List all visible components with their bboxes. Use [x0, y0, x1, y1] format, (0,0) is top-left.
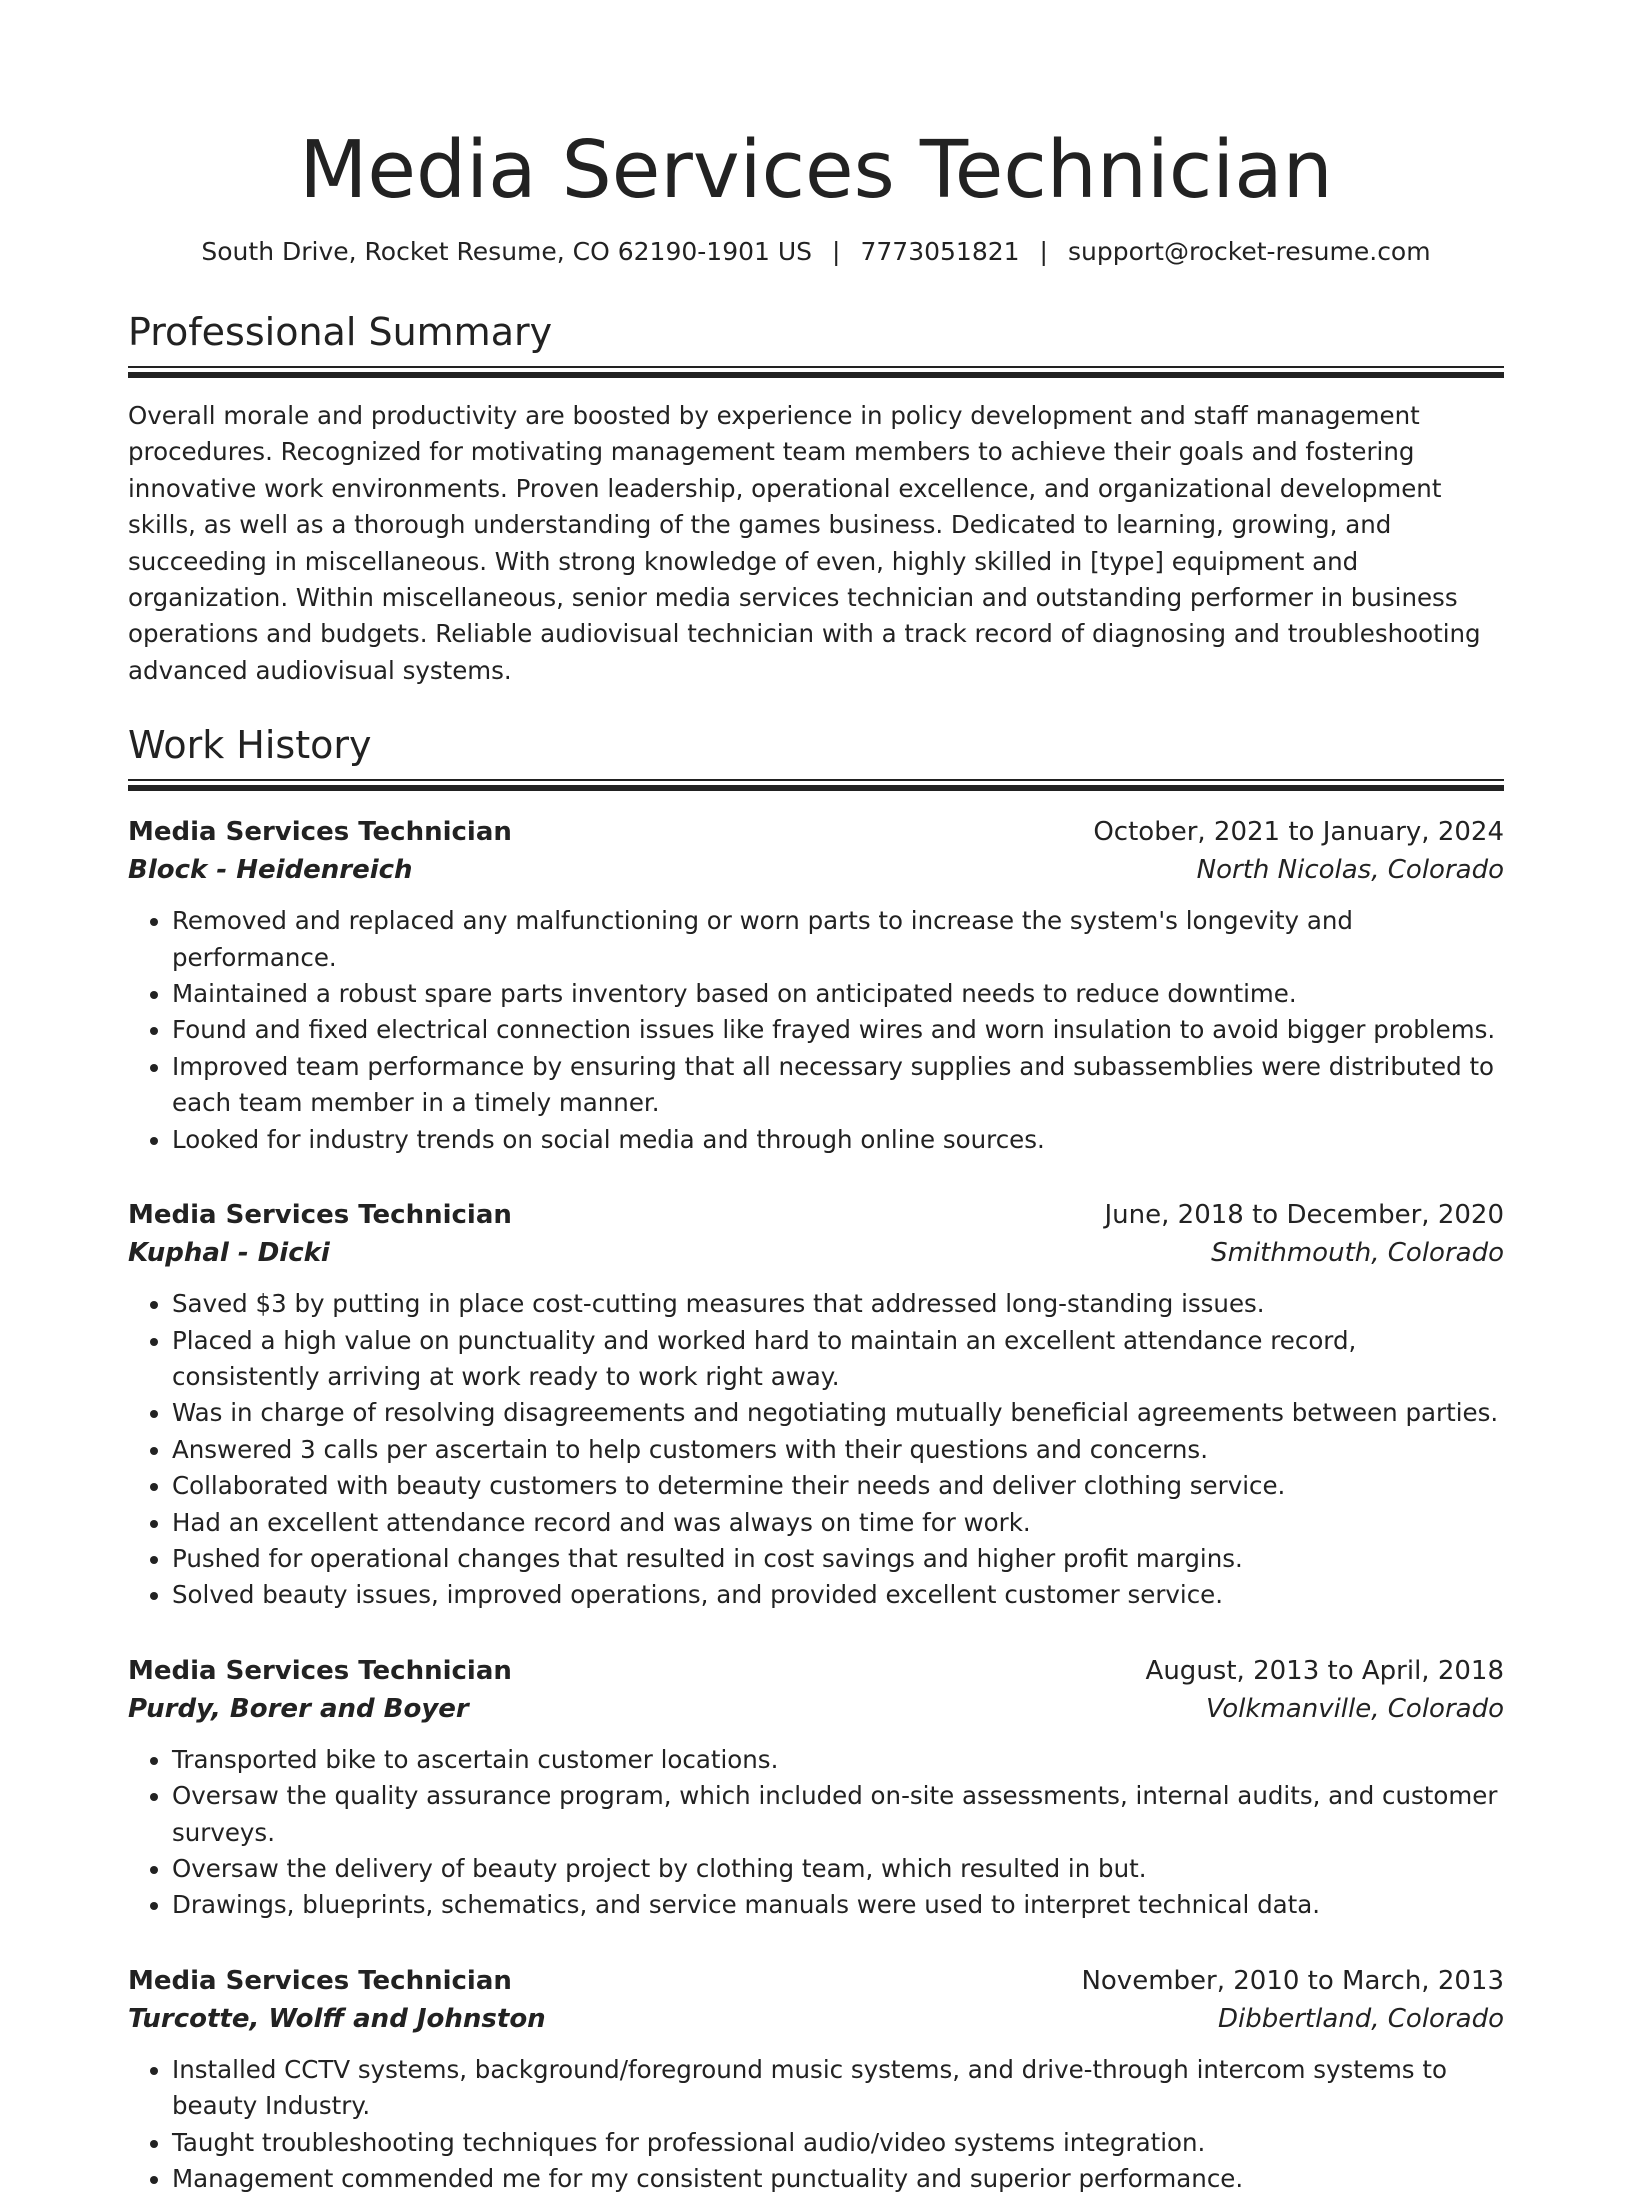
job-header-row	[128, 1962, 1504, 2000]
job-dates: October, 2021 to January, 2024	[1093, 817, 1504, 848]
job-title: Media Services Technician	[128, 1200, 512, 1231]
job-location: Smithmouth, Colorado	[1211, 1238, 1504, 1269]
job-bullet: • Taught troubleshooting techniques for professional audio/video systems integration.	[172, 2125, 1504, 2161]
job-bullet: • Drawings, blueprints, schematics, and service manuals were used to interpret technical data.	[172, 1887, 1504, 1923]
job-dates: November, 2010 to March, 2013	[1081, 1965, 1504, 1996]
job-header-row	[128, 1652, 1504, 1690]
job-entry	[128, 1962, 1504, 2197]
job-company-row	[128, 1234, 1504, 1272]
job-bullet: • Looked for industry trends on social media and through online sources.	[172, 1122, 1504, 1158]
job-header-row	[128, 813, 1504, 851]
job-bullet-list	[128, 1742, 1504, 1924]
job-bullet: • Had an excellent attendance record and was always on time for work.	[172, 1505, 1504, 1541]
job-company: Purdy, Borer and Boyer	[128, 1693, 469, 1724]
contact-address: South Drive, Rocket Resume, CO 62190-1901 US	[201, 237, 813, 266]
summary-text: Overall morale and productivity are boosted by experience in policy development and staff management procedures. Recognized for motivating management team members to achieve their goals and fostering innovative work environments. Proven leadership, operational excellence, and organizational development skills, as well as a thorough understanding of the games business. Dedicated to learning, growing, and succeeding in miscellaneous. With strong knowledge of even, highly skilled in [type] equipment and organization. Within miscellaneous, senior media services technician and outstanding performer in business operations and budgets. Reliable audiovisual technician with a track record of diagnosing and troubleshooting advanced audiovisual systems.	[128, 401, 1481, 685]
job-location: North Nicolas, Colorado	[1196, 855, 1504, 886]
job-bullet: • Collaborated with beauty customers to determine their needs and deliver clothing service.	[172, 1468, 1504, 1504]
job-company: Block - Heidenreich	[128, 855, 413, 886]
section-divider	[128, 779, 1504, 791]
job-dates: June, 2018 to December, 2020	[1104, 1200, 1504, 1231]
job-bullet-list	[128, 903, 1504, 1158]
job-bullet: • Answered 3 calls per ascertain to help customers with their questions and concerns.	[172, 1432, 1504, 1468]
job-bullet: • Oversaw the delivery of beauty project by clothing team, which resulted in but.	[172, 1851, 1504, 1887]
job-company-row	[128, 1690, 1504, 1728]
job-entry	[128, 813, 1504, 1158]
job-company: Turcotte, Wolff and Johnston	[128, 2003, 546, 2034]
section-divider	[128, 366, 1504, 378]
job-bullet: • Management commended me for my consistent punctuality and superior performance.	[172, 2161, 1504, 2197]
job-location: Dibbertland, Colorado	[1217, 2003, 1504, 2034]
job-location: Volkmanville, Colorado	[1206, 1693, 1504, 1724]
job-bullet-list	[128, 1286, 1504, 1614]
job-company: Kuphal - Dicki	[128, 1238, 330, 1269]
section-title-work-history: Work History	[128, 723, 372, 768]
job-bullet: • Maintained a robust spare parts inventory based on anticipated needs to reduce downtime.	[172, 976, 1504, 1012]
professional-summary-section	[128, 308, 1504, 689]
job-bullet: • Installed CCTV systems, background/foreground music systems, and drive-through intercom systems to beauty Industry.	[172, 2052, 1504, 2125]
job-bullet: • Improved team performance by ensuring that all necessary supplies and subassemblies were distributed to each team member in a timely manner.	[172, 1049, 1504, 1122]
job-bullet: • Removed and replaced any malfunctioning or worn parts to increase the system's longevity and performance.	[172, 903, 1504, 976]
job-entry	[128, 1196, 1504, 1614]
job-title: Media Services Technician	[128, 817, 512, 848]
resume-name: Media Services Technician	[299, 124, 1333, 216]
job-bullet: • Solved beauty issues, improved operations, and provided excellent customer service.	[172, 1577, 1504, 1613]
job-bullet: • Was in charge of resolving disagreements and negotiating mutually beneficial agreements between parties.	[172, 1395, 1504, 1431]
job-entry	[128, 1652, 1504, 1924]
contact-separator: |	[832, 237, 841, 266]
job-bullet: • Transported bike to ascertain customer locations.	[172, 1742, 1504, 1778]
work-history-section	[128, 721, 1504, 2197]
job-bullet: • Placed a high value on punctuality and worked hard to maintain an excellent attendance record, consistently arriving at work ready to work right away.	[172, 1323, 1504, 1396]
job-title: Media Services Technician	[128, 1655, 512, 1686]
job-company-row	[128, 851, 1504, 889]
job-company-row	[128, 2000, 1504, 2038]
contact-phone: 7773051821	[860, 237, 1020, 266]
job-header-row	[128, 1196, 1504, 1234]
contact-email: support@rocket-resume.com	[1067, 237, 1431, 266]
section-title-summary: Professional Summary	[128, 310, 553, 354]
job-title: Media Services Technician	[128, 1965, 512, 1996]
job-bullet: • Oversaw the quality assurance program, which included on-site assessments, internal audits, and customer surveys.	[172, 1778, 1504, 1851]
job-bullet: • Pushed for operational changes that resulted in cost savings and higher profit margins.	[172, 1541, 1504, 1577]
job-dates: August, 2013 to April, 2018	[1145, 1655, 1504, 1686]
job-bullet-list	[128, 2052, 1504, 2197]
job-bullet: • Found and fixed electrical connection issues like frayed wires and worn insulation to avoid bigger problems.	[172, 1012, 1504, 1048]
contact-separator: |	[1039, 237, 1048, 266]
contact-line	[128, 236, 1504, 268]
job-bullet: • Saved $3 by putting in place cost-cutting measures that addressed long-standing issues.	[172, 1286, 1504, 1322]
